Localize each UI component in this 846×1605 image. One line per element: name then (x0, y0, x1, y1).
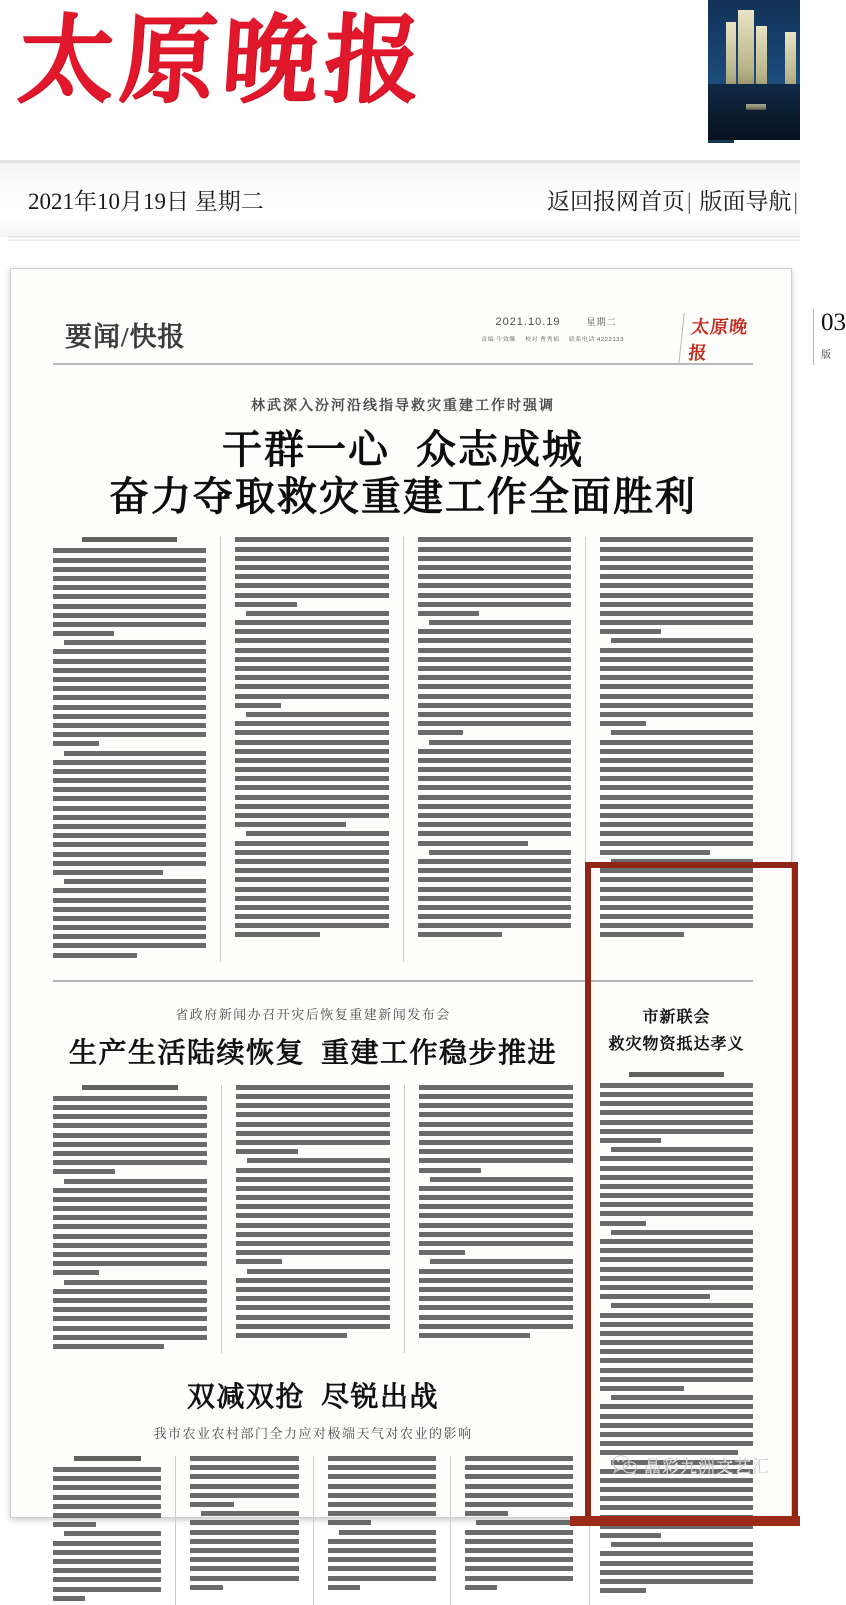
lead-kicker: 林武深入汾河沿线指导救灾重建工作时强调 (251, 399, 555, 414)
lead-article (53, 395, 753, 962)
newspaper-page[interactable] (10, 268, 846, 1518)
column-divider (404, 1085, 405, 1353)
boxed-headline-line2: 救灾物资抵达孝义 (608, 1035, 745, 1053)
second-article-columns (53, 1085, 573, 1353)
second-headline-part-b: 重建工作稳步推进 (321, 1036, 558, 1068)
column-divider (175, 1456, 176, 1605)
nav-bottom-rule (8, 236, 800, 241)
page-number-value: 03 (821, 309, 846, 336)
second-article (53, 1004, 573, 1605)
credit-phone: 联系电话 4222133 (568, 337, 624, 343)
lead-headline-line2: 奋力夺取救灾重建工作全面胜利 (109, 475, 697, 520)
page-number-unit: 版 (821, 350, 831, 361)
wechat-icon (612, 1454, 638, 1476)
third-headline-part-a: 双减双抢 (186, 1381, 305, 1413)
column-divider (585, 537, 586, 961)
lead-column-4 (600, 537, 753, 961)
second-headline-part-a: 生产生活陆续恢复 (68, 1036, 305, 1068)
nav-links (547, 183, 800, 216)
boxed-column-body (600, 1072, 753, 1593)
paper-section-label: 要闻/快报 (65, 322, 186, 352)
boxed-headline-line1: 市新联会 (642, 1008, 711, 1026)
credit-proofreader: 校对 曹秀祯 (524, 337, 560, 343)
third-article-columns (53, 1456, 573, 1605)
credit-editor: 责编 牛效馨 (481, 337, 516, 343)
second-kicker: 省政府新闻办召开灾后恢复重建新闻发布会 (175, 1006, 451, 1022)
third-column-3 (328, 1456, 436, 1605)
paper-date (441, 315, 671, 328)
nav-link-page-navigation[interactable]: 版面导航 (699, 189, 792, 214)
paper-header (53, 307, 846, 369)
city-skyline-photo (708, 0, 800, 140)
second-column-3 (419, 1085, 573, 1353)
section-divider-1 (53, 980, 753, 982)
current-date-label: 2021年10月19日 星期二 (28, 189, 264, 214)
red-bottom-bar (570, 1516, 800, 1526)
paper-weekday: 星期二 (586, 317, 617, 327)
lead-column-3 (418, 537, 571, 961)
third-headline (53, 1375, 573, 1415)
boxed-article (589, 1004, 753, 1605)
top-navigation-bar (0, 160, 800, 237)
site-logo[interactable]: 太原晚报 (14, 7, 430, 114)
lead-headline-part-b: 众志成城 (416, 428, 584, 472)
lead-article-columns (53, 537, 753, 961)
second-column-2 (236, 1085, 390, 1353)
nav-separator-1: | (687, 189, 692, 214)
second-headline (53, 1031, 573, 1071)
column-divider (313, 1456, 314, 1605)
middle-section (53, 1004, 753, 1605)
nav-separator-2: | (793, 189, 798, 214)
paper-header-meta (441, 315, 671, 343)
watermark (612, 1452, 770, 1477)
paper-page-number (813, 309, 846, 365)
third-column-2 (190, 1456, 298, 1605)
nav-link-home[interactable]: 返回报网首页 (547, 189, 686, 214)
lead-column-1 (53, 537, 206, 961)
third-headline-part-b: 尽锐出战 (321, 1381, 440, 1413)
third-column-1 (53, 1456, 161, 1605)
paper-header-rule (53, 363, 753, 365)
column-divider (450, 1456, 451, 1605)
column-divider (221, 1085, 222, 1353)
watermark-text: 晶彩九洲文艺汇 (644, 1457, 770, 1476)
column-divider (220, 537, 221, 961)
paper-date-value: 2021.10.19 (495, 316, 561, 328)
site-masthead (0, 0, 800, 150)
lead-headline-part-a: 干群一心 (222, 428, 390, 472)
lead-headline-line1 (53, 427, 753, 474)
lead-column-2 (235, 537, 388, 961)
second-column-1 (53, 1085, 207, 1353)
third-column-4 (465, 1456, 573, 1605)
third-article (53, 1375, 573, 1605)
third-subkicker: 我市农业农村部门全力应对极端天气对农业的影响 (153, 1426, 473, 1442)
column-divider (403, 537, 404, 961)
paper-masthead-small: 太原晚报 (678, 313, 755, 365)
paper-credits (441, 334, 671, 342)
